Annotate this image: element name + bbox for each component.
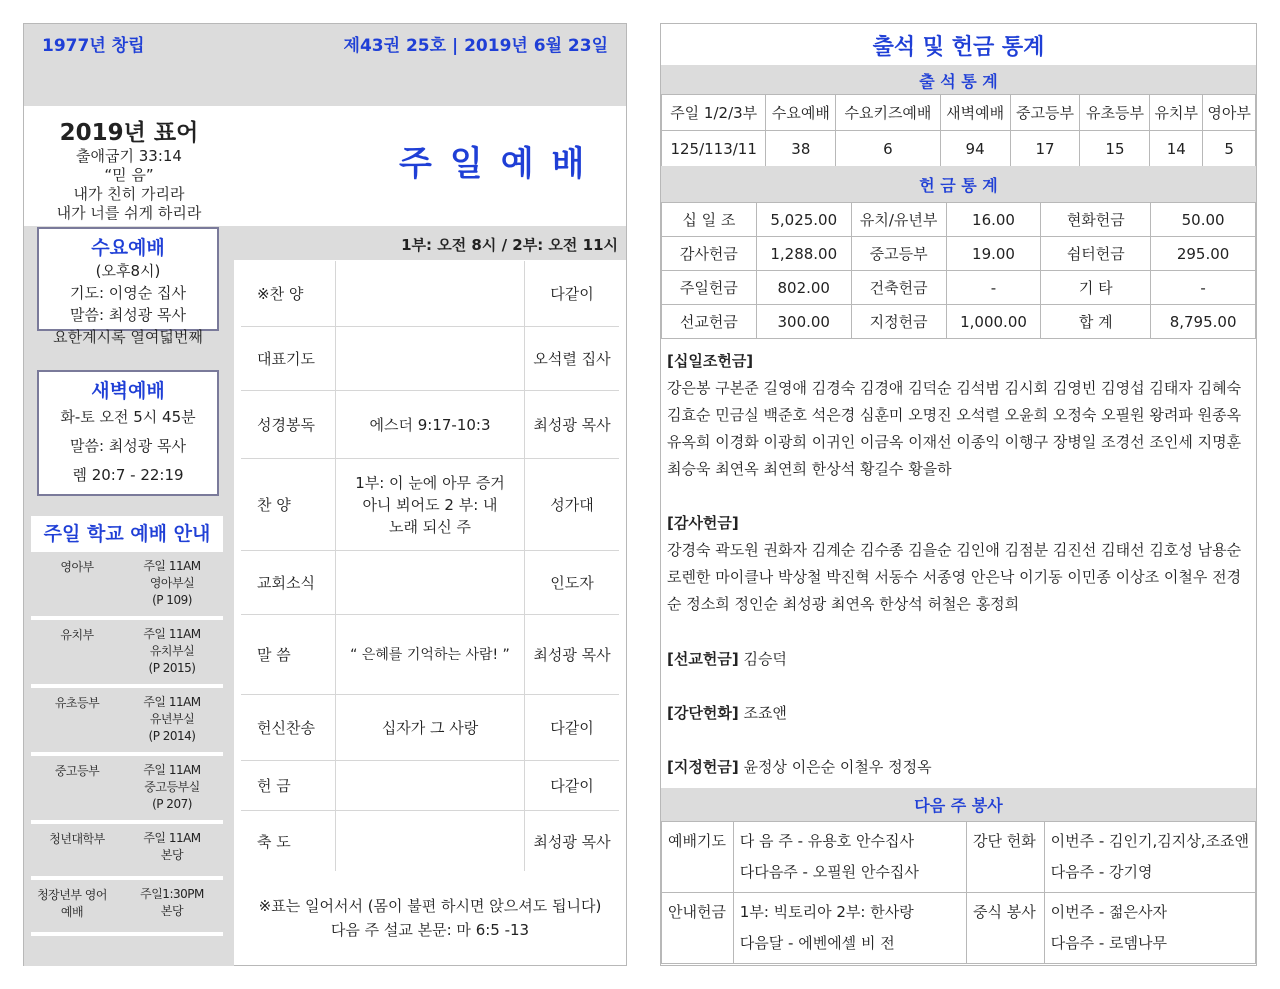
order-row: [241, 761, 619, 811]
attendance-value: 15: [1080, 131, 1150, 167]
dawn-service-box: [37, 370, 219, 496]
offering-label: 십 일 조: [662, 203, 757, 237]
prayer-volunteers: 다 음 주 - 유용호 안수집사 다다음주 - 오필원 안수집사: [733, 822, 966, 893]
attendance-value-row: [662, 131, 1256, 167]
order-item: 말 씀: [257, 646, 291, 664]
order-content: 1부: 이 눈에 아무 증거 아니 뵈어도 2 부: 내 노래 되신 주: [335, 459, 525, 550]
offering-amount: 1,288.00: [756, 237, 851, 271]
mission-label: [선교헌금]: [667, 650, 739, 668]
motto-line: 내가 친히 가리라: [73, 185, 185, 203]
school-when: 주일 11AM 중고등부실 (P 207): [143, 763, 201, 811]
attendance-header: 수요키즈예배: [836, 95, 940, 131]
designated-label: [지정헌금]: [667, 758, 739, 776]
worship-title-area: [234, 106, 626, 226]
school-row: [31, 620, 223, 686]
service-row: [662, 893, 1256, 964]
attendance-header: 영아부: [1203, 95, 1256, 131]
order-row: [241, 327, 619, 391]
attendance-value: 38: [766, 131, 836, 167]
school-dept: 유초등부: [54, 696, 100, 710]
service-row: [662, 822, 1256, 893]
offering-row: [662, 237, 1256, 271]
bulletin-left-page: [23, 23, 627, 966]
attendance-header: 새벽예배: [940, 95, 1010, 131]
offering-title: 헌 금 통 계: [919, 176, 998, 195]
motto-line: “믿 음”: [104, 166, 154, 184]
school-row: [31, 756, 223, 822]
school-row: [31, 688, 223, 754]
school-dept: 청년대학부: [49, 832, 105, 846]
dawn-service-title: 새벽예배: [91, 380, 165, 402]
offering-amount: 8,795.00: [1151, 305, 1256, 339]
attendance-value: 5: [1203, 131, 1256, 167]
order-leader: 오석렬 집사: [533, 350, 611, 368]
usher-volunteers: 1부: 빅토리아 2부: 한사랑 다음달 - 에벤에셀 비 전: [733, 893, 966, 964]
tithe-label: [십일조헌금]: [667, 352, 754, 370]
order-item: 성경봉독: [257, 416, 315, 434]
order-leader: 성가대: [550, 496, 594, 514]
school-when: 주일 11AM 본당: [143, 831, 201, 862]
school-when: 주일 11AM 유치부실 (P 2015): [143, 627, 201, 675]
order-leader: 다같이: [550, 777, 594, 795]
motto-line: 출애굽기 33:14: [76, 147, 182, 165]
order-item: 축 도: [257, 832, 291, 851]
attendance-value: 125/113/11: [662, 131, 766, 167]
order-item: 교회소식: [257, 574, 315, 592]
order-leader: 최성광 목사: [533, 416, 611, 434]
service-table: [661, 821, 1256, 964]
thanks-names: 강경숙 곽도원 권화자 김계순 김수종 김을순 김인애 김점분 김진선 김태선 김호성 남용순 로렌한 마이클나 박상철 박진혁 서동수 서종영 안은낙 이기동 이민종 이상조 이철우 전경순 정소희 정인순 최성광 최연옥 한상석 허철은 홍정희: [667, 541, 1242, 613]
tithe-donors: [667, 348, 1252, 483]
school-row: [31, 880, 223, 934]
school-dept: 영아부: [60, 560, 94, 574]
order-row: [241, 695, 619, 761]
offering-table: [661, 202, 1256, 339]
offering-amount: -: [1151, 271, 1256, 305]
offering-label: 건축헌금: [851, 271, 946, 305]
service-title: 다음 주 봉사: [914, 796, 1003, 815]
school-dept: 청장년부 영어예배: [37, 888, 107, 919]
order-content: [335, 551, 525, 614]
year-motto: [24, 106, 234, 226]
attendance-band: [661, 65, 1256, 94]
order-content: 십자가 그 사랑: [335, 695, 525, 760]
sidebar: [24, 106, 234, 966]
altar-label: 강단 헌화: [967, 822, 1045, 893]
offering-row: [662, 305, 1256, 339]
order-item: 헌 금: [257, 777, 291, 795]
sunday-school-guide: [31, 516, 223, 936]
attendance-value: 17: [1010, 131, 1080, 167]
worship-times: 1부: 오전 8시 / 2부: 오전 11시: [401, 236, 618, 254]
school-dept: 중고등부: [54, 764, 100, 778]
school-row: [31, 824, 223, 878]
attendance-table: [661, 94, 1256, 167]
order-row: [241, 261, 619, 327]
offering-amount: 1,000.00: [946, 305, 1041, 339]
offering-label: 감사헌금: [662, 237, 757, 271]
dawn-line: 화-토 오전 5시 45분: [60, 408, 196, 426]
order-row: [241, 391, 619, 459]
worship-times-bar: [234, 226, 626, 260]
designated-donors: [667, 754, 1252, 781]
order-leader: 최성광 목사: [533, 832, 611, 851]
lunch-label: 중식 봉사: [967, 893, 1045, 964]
mission-names: 김승덕: [743, 650, 787, 668]
worship-title: 주일예배: [399, 144, 603, 184]
attendance-value: 94: [940, 131, 1010, 167]
order-content: [335, 811, 525, 871]
offering-amount: 19.00: [946, 237, 1041, 271]
wednesday-service-title: 수요예배: [91, 237, 165, 259]
wednesday-line: (오후8시): [95, 262, 161, 280]
next-sermon-text: 다음 주 설교 본문: 마 6:5 -13: [330, 921, 530, 939]
service-band: [661, 788, 1256, 821]
attendance-header: 수요예배: [766, 95, 836, 131]
offering-label: 기 타: [1041, 271, 1151, 305]
order-item: ※찬 양: [257, 285, 304, 303]
prayer-label: 예배기도: [662, 822, 734, 893]
offering-band: [661, 166, 1256, 202]
pulpit-label: [강단헌화]: [667, 704, 739, 722]
worship-notes: [241, 894, 619, 942]
attendance-value: 14: [1150, 131, 1203, 167]
offering-label: 쉼터헌금: [1041, 237, 1151, 271]
order-row: [241, 811, 619, 871]
order-content: [335, 327, 525, 390]
wednesday-line: 말씀: 최성광 목사: [69, 306, 187, 324]
order-leader: 인도자: [550, 574, 594, 592]
order-item: 찬 양: [257, 496, 291, 514]
offering-amount: 295.00: [1151, 237, 1256, 271]
school-when: 주일1:30PM 본당: [140, 887, 204, 918]
order-leader: 다같이: [550, 285, 594, 303]
altar-volunteers: 이번주 - 김인기,김지상,조죠앤 다음주 - 강기영: [1044, 822, 1255, 893]
wednesday-service-box: [37, 227, 219, 346]
offering-amount: 5,025.00: [756, 203, 851, 237]
dawn-line: 렘 20:7 - 22:19: [72, 466, 184, 484]
attendance-value: 6: [836, 131, 940, 167]
order-leader: 최성광 목사: [533, 646, 611, 664]
order-content: [335, 761, 525, 810]
sunday-school-title: 주일 학교 예배 안내: [43, 523, 211, 545]
order-item: 대표기도: [257, 350, 315, 368]
attendance-header: 주일 1/2/3부: [662, 95, 766, 131]
offering-label: 선교헌금: [662, 305, 757, 339]
school-row: [31, 552, 223, 618]
designated-names: 윤정상 이은순 이철우 정정옥: [743, 758, 932, 776]
bulletin-header: [24, 24, 626, 106]
founded-year: 1977년 창립: [42, 36, 145, 56]
offering-amount: 50.00: [1151, 203, 1256, 237]
pulpit-donors: [667, 700, 1252, 727]
school-when: 주일 11AM 영아부실 (P 109): [143, 559, 201, 607]
order-row: [241, 459, 619, 551]
offering-amount: 300.00: [756, 305, 851, 339]
attendance-header: 중고등부: [1010, 95, 1080, 131]
thanks-donors: [667, 510, 1252, 618]
motto-title: 2019년 표어: [59, 120, 199, 146]
standing-note: ※표는 일어서서 (몸이 불편 하시면 앉으셔도 됩니다): [258, 897, 602, 915]
bulletin-right-page: [660, 23, 1257, 966]
order-content: [335, 261, 525, 326]
offering-row: [662, 271, 1256, 305]
offering-label: 주일헌금: [662, 271, 757, 305]
usher-label: 안내헌금: [662, 893, 734, 964]
attendance-title: 출 석 통 계: [919, 72, 998, 91]
order-row: [241, 615, 619, 695]
mission-donors: [667, 646, 1252, 673]
school-dept: 유치부: [60, 628, 94, 642]
offering-label: 합 계: [1041, 305, 1151, 339]
order-content: 에스더 9:17-10:3: [335, 391, 525, 458]
offering-label: 유치/유년부: [851, 203, 946, 237]
issue-info: 제43권 25호 | 2019년 6월 23일: [343, 36, 608, 56]
dawn-line: 말씀: 최성광 목사: [69, 437, 187, 455]
offering-amount: -: [946, 271, 1041, 305]
order-content: “ 은혜를 기억하는 사람! ”: [335, 615, 525, 694]
attendance-header: 유치부: [1150, 95, 1203, 131]
offering-label: 지정헌금: [851, 305, 946, 339]
offering-label: 현화헌금: [1041, 203, 1151, 237]
attendance-header-row: [662, 95, 1256, 131]
wednesday-line: 기도: 이영순 집사: [69, 284, 187, 302]
pulpit-names: 조죠앤: [743, 704, 787, 722]
wednesday-line: 요한계시록 열여덟번째: [53, 328, 203, 346]
offering-label: 중고등부: [851, 237, 946, 271]
attendance-header: 유초등부: [1080, 95, 1150, 131]
order-item: 헌신찬송: [257, 719, 315, 737]
school-when: 주일 11AM 유년부실 (P 2014): [143, 695, 201, 743]
offering-row: [662, 203, 1256, 237]
offering-amount: 16.00: [946, 203, 1041, 237]
offering-amount: 802.00: [756, 271, 851, 305]
stats-title: 출석 및 헌금 통계: [872, 35, 1045, 60]
tithe-names: 강은봉 구본준 길영애 김경숙 김경애 김덕순 김석범 김시회 김영빈 김영섭 김태자 김혜숙 김효순 민금실 백준호 석은경 심훈미 오명진 오석렬 오윤희 오정숙 오필원 왕려파 원종옥 유옥희 이경화 이광희 이귀인 이금옥 이재선 이종익 이행구 장병일 조경선 조인세 지명훈 최승욱 최연옥 최연희 한상석 황길수 황을하: [667, 379, 1242, 478]
order-leader: 다같이: [550, 719, 594, 737]
thanks-label: [감사헌금]: [667, 514, 739, 532]
order-row: [241, 551, 619, 615]
motto-line: 내가 너를 쉬게 하리라: [56, 204, 202, 222]
lunch-volunteers: 이번주 - 젊은사자 다음주 - 로뎀나무: [1044, 893, 1255, 964]
